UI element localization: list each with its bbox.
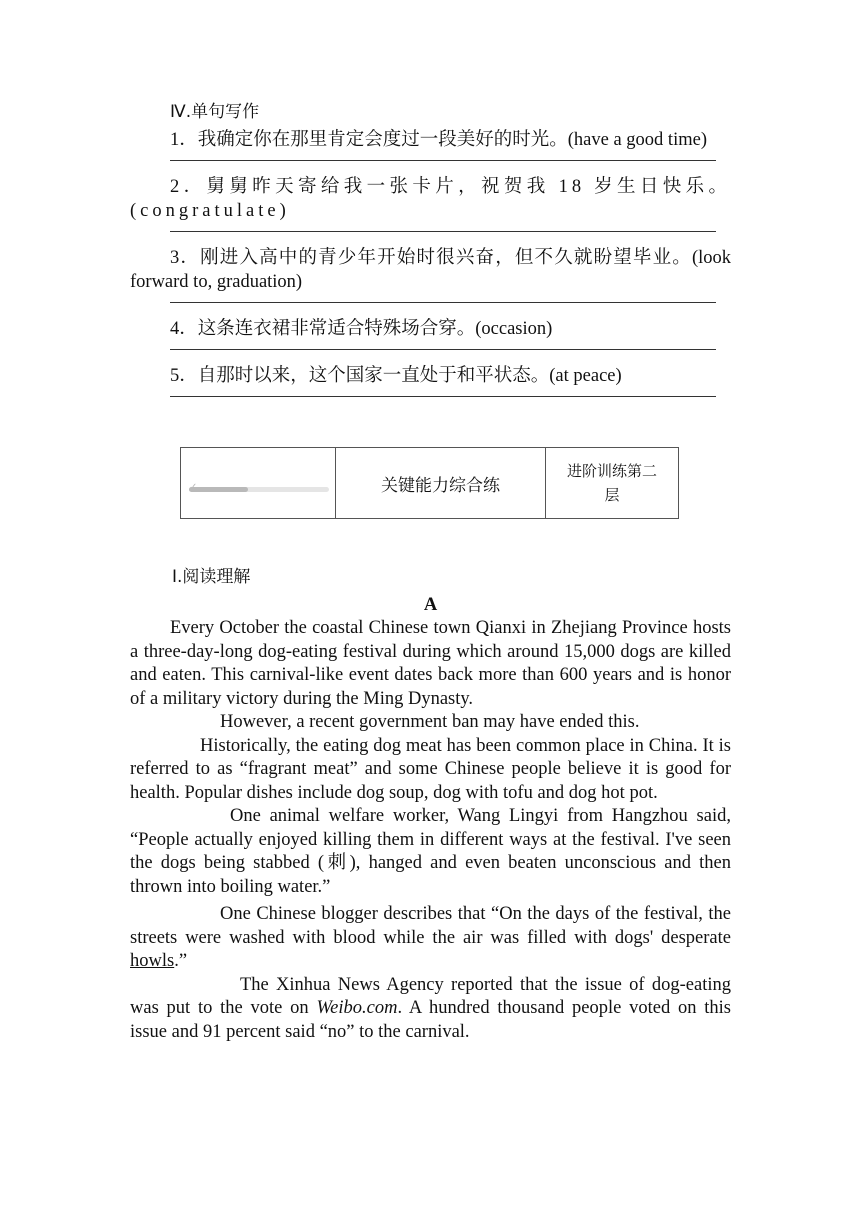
question-1 <box>130 128 731 152</box>
question-5 <box>130 364 731 388</box>
paragraph-2: However, a recent government ban may have ended this. <box>220 712 640 732</box>
answer-line-5[interactable] <box>170 396 716 397</box>
question-text: 刚进入高中的青少年开始时很兴奋，但不久就盼望毕业。(look forward to, graduation) <box>130 248 731 292</box>
question-text: 舅舅昨天寄给我一张卡片，祝贺我 18 岁生日快乐。(congratulate) <box>130 177 731 221</box>
question-4 <box>130 317 731 341</box>
paragraph-4: One animal welfare worker, Wang Lingyi from Hangzhou said, “People actually enjoyed killing them in different ways at the festival. I've seen the dogs being stabbed (刺), hanged and even beaten unconscious and then thrown into boiling water.” <box>130 806 731 897</box>
paragraph-text: The Xinhua News Agency reported that the issue of dog-eating was put to the vote on <box>130 974 731 1018</box>
paragraph-text: . A hundred thousand people voted on this issue and 91 percent said “no” to the carnival. <box>130 998 731 1042</box>
paragraph-6 <box>130 974 731 1045</box>
progress-fill <box>189 487 248 492</box>
banner-title: 关键能力综合练 <box>336 448 546 518</box>
question-number: 2． <box>170 177 207 197</box>
paragraph-3: Historically, the eating dog meat has been common place in China. It is referred to as “fragrant meat” and some Chinese people believe it is good for health. Popular dishes include dog soup, dog with tofu and dog hot pot. <box>130 735 731 803</box>
section-banner <box>180 447 679 519</box>
answer-line-2[interactable] <box>170 231 716 232</box>
paragraph-text: .” <box>174 951 188 971</box>
question-number: 4． <box>170 319 198 339</box>
answer-line-3[interactable] <box>170 302 716 303</box>
reading-section <box>130 566 731 1044</box>
question-3 <box>130 246 731 294</box>
banner-level: 进阶训练第二层 <box>566 462 657 504</box>
italic-word: Weibo.com <box>316 998 398 1018</box>
answer-line-1[interactable] <box>170 160 716 161</box>
answer-line-4[interactable] <box>170 349 716 350</box>
question-text: 我确定你在那里肯定会度过一段美好的时光。(have a good time) <box>197 130 707 150</box>
progress-graphic <box>181 448 336 518</box>
question-number: 3． <box>170 248 201 268</box>
question-text: 这条连衣裙非常适合特殊场合穿。(occasion) <box>197 319 553 339</box>
underlined-word: howls <box>130 951 175 971</box>
paragraph-1: Every October the coastal Chinese town Qianxi in Zhejiang Province hosts a three-day-long dog-eating festival during which around 15,000 dogs are killed and eaten. This carnival-like event dates back more than 600 years and is honor of a military victory during the Ming Dynasty. <box>130 618 731 709</box>
section-heading: Ⅳ.单句写作 <box>170 102 260 122</box>
writing-section <box>130 100 731 411</box>
progress-track <box>189 487 329 492</box>
passage-label: A <box>423 594 438 615</box>
paragraph-text: One Chinese blogger describes that “On the days of the festival, the streets were washed with blood while the air was filled with dogs' desperate <box>130 904 731 948</box>
question-text: 自那时以来，这个国家一直处于和平状态。(at peace) <box>197 366 622 386</box>
question-number: 1． <box>170 130 198 150</box>
question-2 <box>130 175 731 223</box>
section-heading: Ⅰ.阅读理解 <box>172 567 251 587</box>
question-number: 5． <box>170 366 198 386</box>
paragraph-5 <box>130 903 731 974</box>
